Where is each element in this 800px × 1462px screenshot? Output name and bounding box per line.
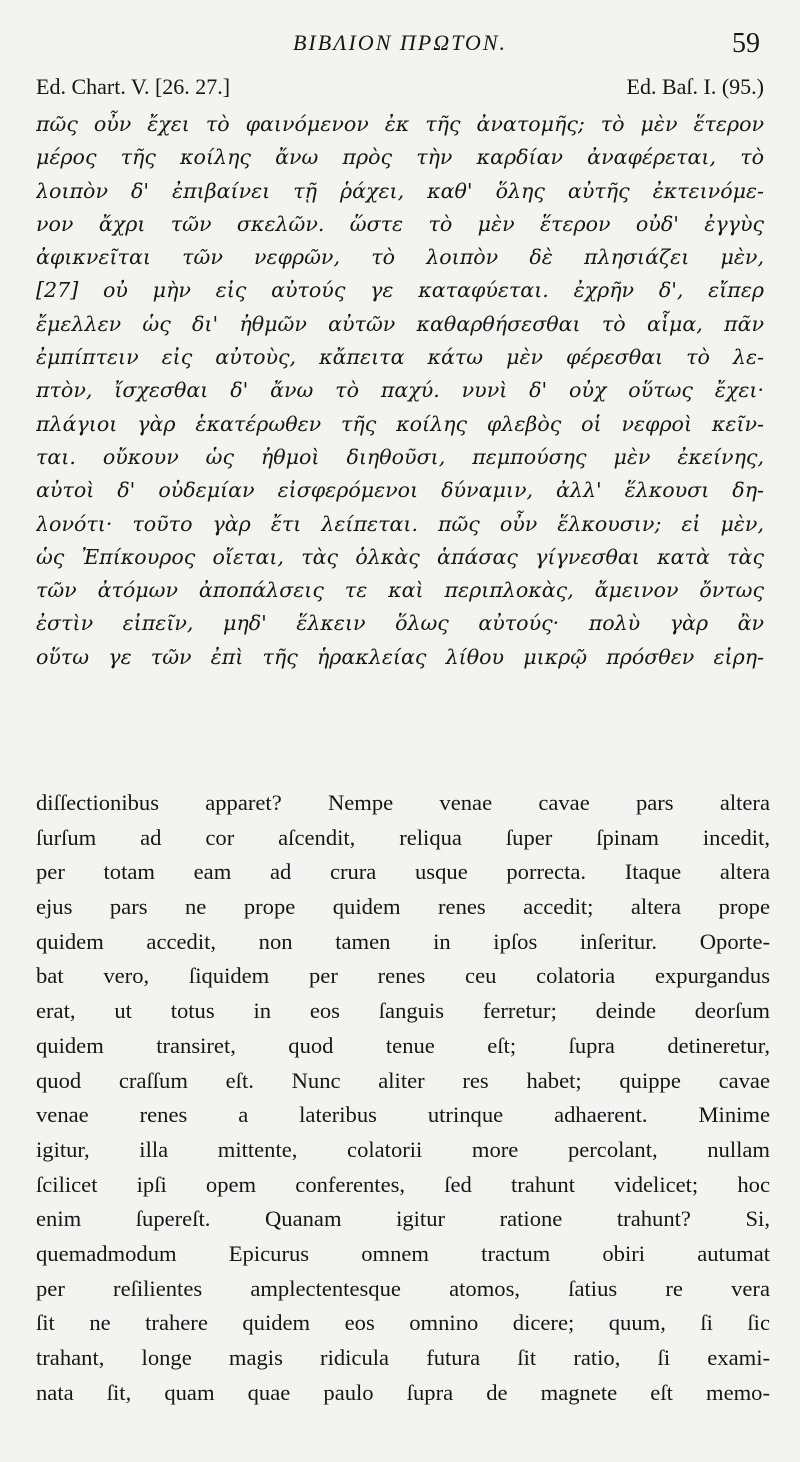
greek-text-line: πῶς οὖν ἔχει τὸ φαινόμενον ἐκ τῆς ἀνατομῆς; τὸ μὲν ἕτερον	[36, 112, 764, 136]
latin-text-line: diſſectionibus apparet? Nempe venae cavae pars altera	[36, 790, 770, 815]
latin-text-line: enim ſupereſt. Quanam igitur ratione trahunt? Si,	[36, 1206, 770, 1232]
greek-text-line: πλάγιοι γὰρ ἑκατέρωθεν τῆς κοίλης φλεβὸς οἱ νεφροὶ κεῖν-	[36, 411, 764, 436]
latin-text-line: quidem accedit, non tamen in ipſos inſeritur. Oporte-	[36, 928, 770, 954]
latin-text-line: erat, ut totus in eos ſanguis ferretur; deinde deorſum	[36, 998, 770, 1024]
greek-text-line: [27] οὐ μὴν εἰς αὐτούς γε καταφύεται. ἐχρῆν δ', εἴπερ	[36, 278, 764, 303]
edition-chartier-reference: Ed. Chart. V. [26. 27.]	[36, 74, 231, 99]
latin-text-line: quod craſſum eſt. Nunc aliter res habet; quippe cavae	[36, 1067, 770, 1093]
greek-text-line: λοιπὸν δ' ἐπιβαίνει τῇ ῥάχει, καθ' ὅλης αὐτῆς ἐκτεινόμε-	[36, 178, 764, 203]
greek-text-line: λονότι· τοῦτο γὰρ ἔτι λείπεται. πῶς οὖν ἕλκουσιν; εἰ μὲν,	[36, 511, 764, 536]
greek-text-line: ται. οὔκουν ὡς ἠθμοὶ διηθοῦσι, πεμπούσης μὲν ἐκείνης,	[36, 444, 764, 469]
latin-text-line: per totam eam ad crura usque porrecta. Itaque altera	[36, 859, 770, 885]
running-head	[36, 28, 764, 62]
latin-text-line: quemadmodum Epicurus omnem tractum obiri autumat	[36, 1240, 770, 1266]
latin-text-line: ejus pars ne prope quidem renes accedit; altera prope	[36, 894, 770, 920]
greek-text-line: νον ἄχρι τῶν σκελῶν. ὥστε τὸ μὲν ἕτερον οὐδ' ἐγγὺς	[36, 211, 764, 236]
greek-text-block	[36, 108, 764, 674]
greek-text-line: μέρος τῆς κοίλης ἄνω πρὸς τὴν καρδίαν ἀναφέρεται, τὸ	[36, 145, 764, 170]
edition-basel-reference: Ed. Baſ. I. (95.)	[626, 74, 764, 99]
greek-text-line: ἐμπίπτειν εἰς αὐτοὺς, κἄπειτα κάτω μὲν φέρεσθαι τὸ λε-	[36, 345, 764, 370]
greek-text-line: ἐστὶν εἰπεῖν, μηδ' ἕλκειν ὅλως αὐτούς· πολὺ γὰρ ἂν	[36, 611, 764, 636]
latin-text-line: venae renes a lateribus utrinque adhaerent. Minime	[36, 1102, 770, 1128]
greek-text-line: τῶν ἀτόμων ἀποπάλσεις τε καὶ περιπλοκὰς, ἄμεινον ὄντως	[36, 578, 764, 603]
edition-reference-line	[36, 74, 764, 102]
greek-text-line: οὕτω γε τῶν ἐπὶ τῆς ἡρακλείας λίθου μικρῷ πρόσθεν εἰρη-	[36, 644, 764, 669]
latin-text-line: ſcilicet ipſi opem conferentes, ſed trahunt videlicet; hoc	[36, 1171, 770, 1197]
greek-text-line: ἔμελλεν ὡς δι' ἠθμῶν αὐτῶν καθαρθήσεσθαι τὸ αἷμα, πᾶν	[36, 311, 764, 336]
latin-text-line: nata ſit, quam quae paulo ſupra de magnete eſt memo-	[36, 1379, 770, 1405]
latin-text-line: bat vero, ſiquidem per renes ceu colatoria expurgandus	[36, 963, 770, 989]
page-number: 59	[732, 28, 760, 59]
latin-text-line: trahant, longe magis ridicula futura ſit ratio, ſi exami-	[36, 1345, 770, 1370]
latin-text-block	[36, 786, 770, 1410]
greek-text-line: αὐτοὶ δ' οὐδεμίαν εἰσφερόμενοι δύναμιν, ἀλλ' ἕλκουσι δη-	[36, 478, 764, 503]
greek-text-line: ἀφικνεῖται τῶν νεφρῶν, τὸ λοιπὸν δὲ πλησιάζει μὲν,	[36, 245, 764, 270]
latin-text-line: igitur, illa mittente, colatorii more percolant, nullam	[36, 1136, 770, 1162]
latin-text-line: quidem transiret, quod tenue eſt; ſupra detineretur,	[36, 1032, 770, 1058]
greek-text-line: πτὸν, ἴσχεσθαι δ' ἄνω τὸ παχύ. νυνὶ δ' οὐχ οὕτως ἔχει·	[36, 378, 764, 403]
latin-text-line: ſit ne trahere quidem eos omnino dicere; quum, ſi ſic	[36, 1310, 770, 1336]
latin-text-line: ſurſum ad cor aſcendit, reliqua ſuper ſpinam incedit,	[36, 824, 770, 850]
latin-text-line: per reſilientes amplectentesque atomos, ſatius re vera	[36, 1275, 770, 1301]
greek-text-line: ὡς Ἐπίκουρος οἴεται, τὰς ὁλκὰς ἁπάσας γίγνεσθαι κατὰ τὰς	[36, 544, 764, 569]
running-title: BIBΛIOΝ ΠΡΩΤΟΝ.	[292, 30, 507, 55]
